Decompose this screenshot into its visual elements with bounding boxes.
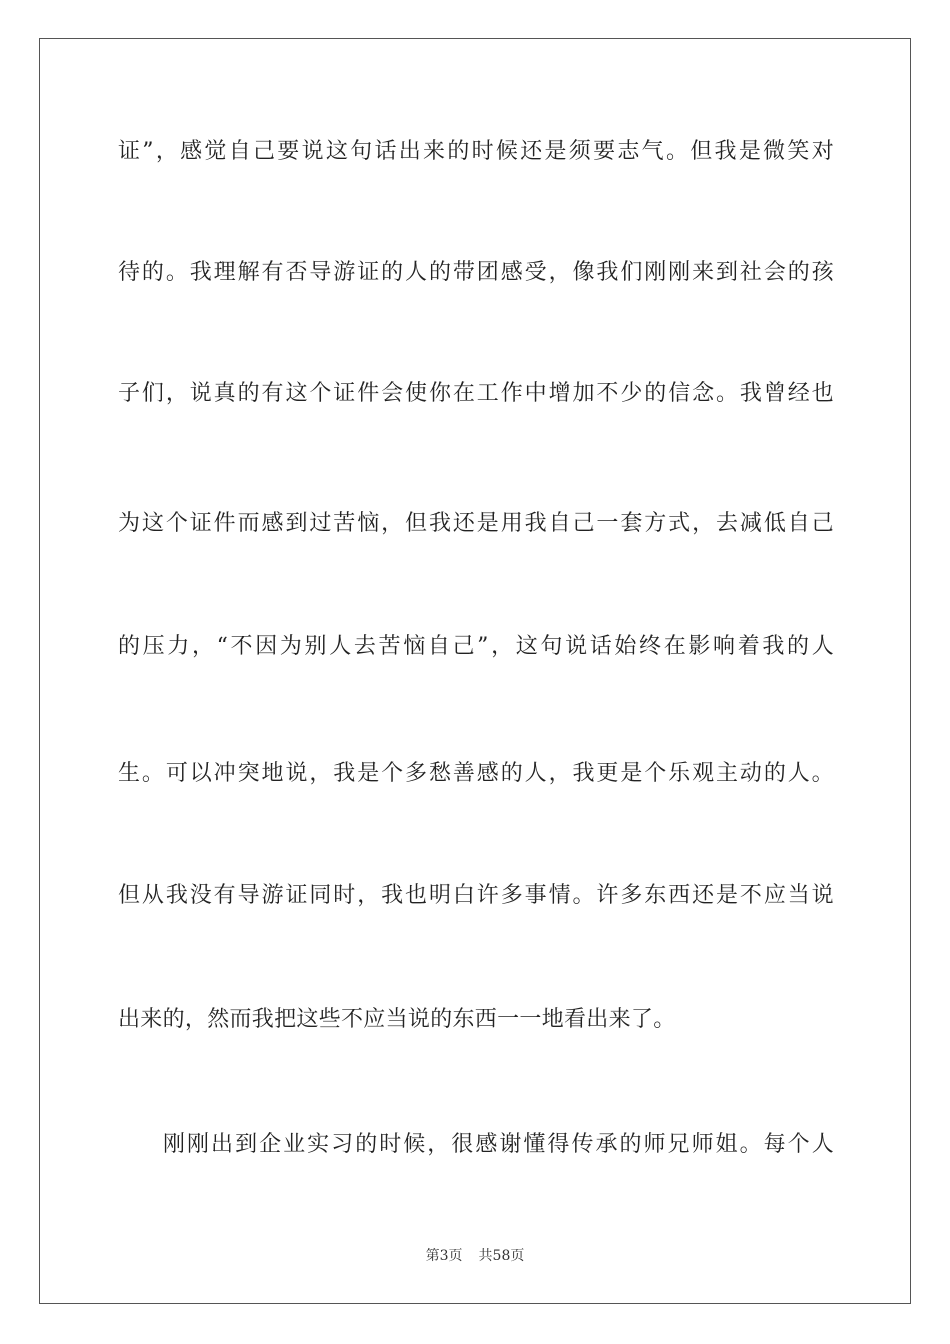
page-border (39, 38, 911, 1304)
body-text-line-7: 但从我没有导游证同时，我也明白许多事情。许多东西还是不应当说 (118, 883, 834, 908)
body-text-line-2: 待的。我理解有否导游证的人的带团感受，像我们刚刚来到社会的孩 (118, 260, 834, 285)
page-number: 第3页 (425, 1248, 463, 1264)
page-total: 共58页 (478, 1248, 525, 1264)
body-text-line-6: 生。可以冲突地说，我是个多愁善感的人，我更是个乐观主动的人。 (118, 761, 834, 786)
page-footer (0, 1246, 950, 1266)
body-text-line-5: 的压力，“不因为别人去苦恼自己”，这句说话始终在影响着我的人 (118, 634, 834, 659)
body-text-line-3: 子们，说真的有这个证件会使你在工作中增加不少的信念。我曾经也 (118, 381, 834, 406)
body-text-line-4: 为这个证件而感到过苦恼，但我还是用我自己一套方式，去减低自己 (118, 511, 834, 536)
body-text-line-9-paragraph-start: 刚刚出到企业实习的时候，很感谢懂得传承的师兄师姐。每个人 (163, 1132, 834, 1157)
body-text-line-8: 出来的，然而我把这些不应当说的东西一一地看出来了。 (118, 1007, 676, 1032)
body-text-line-1: 证”，感觉自己要说这句话出来的时候还是须要志气。但我是微笑对 (118, 139, 834, 164)
